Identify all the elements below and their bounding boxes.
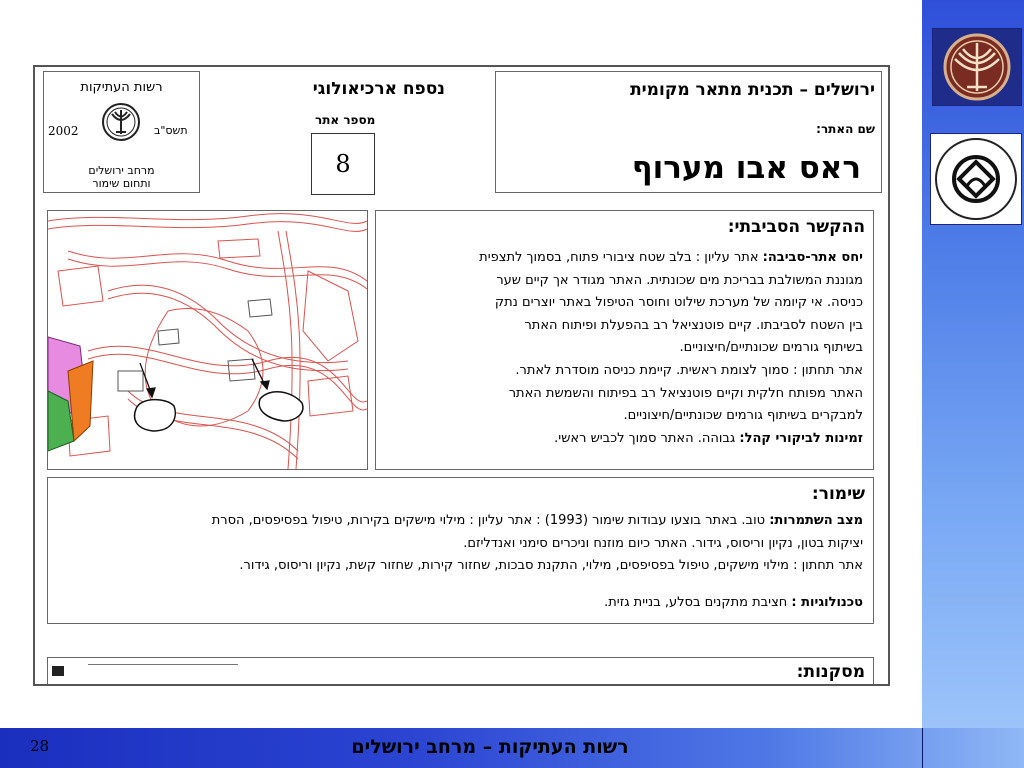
preservation-section: [47, 477, 874, 624]
context-heading: ההקשר הסביבתי:: [727, 217, 865, 237]
site-name-label: שם האתר:: [816, 122, 875, 136]
context-line2: מגוננת המשולבת בבריכת מים שכונתית. האתר מגודר אך קיים שער: [496, 272, 863, 288]
page-number: 28: [30, 737, 50, 755]
context-section: [375, 210, 874, 470]
footer-title: רשות העתיקות – מרחב ירושלים: [351, 736, 629, 758]
site-map: [47, 210, 368, 470]
footer-bar: [0, 728, 1024, 768]
preservation-paragraph: [56, 510, 863, 614]
authority-name: רשות העתיקות: [80, 80, 163, 95]
site-name: ראס אבו מערוף: [631, 150, 861, 186]
iaa-logo: [932, 28, 1022, 106]
hebrew-year: תשס"ב: [154, 124, 188, 137]
annex-header: [245, 71, 445, 191]
site-map-drawing: [48, 211, 367, 469]
context-line8: למבקרים בשיתוף גורמים שכונתיים/חיצוניים.: [623, 408, 863, 424]
heritage-logo: [930, 133, 1022, 225]
site-env-label: יחס אתר-סביבה:: [762, 250, 863, 265]
state-line1: טוב. באתר בוצעו עבודות שימור (1993) : אתר עליון : מילוי מישקים בקירות, טיפול בפסיפסים, הסרת: [211, 513, 766, 528]
year: 2002: [48, 124, 79, 138]
context-line5: בשיתוף גורמים שכונתיים/חיצוניים.: [679, 340, 863, 356]
region-line2: ותחום שימור: [92, 177, 151, 190]
context-line4: בין השטח לסביבתו. קיים פוטנציאל רב בהפעלת ופיתוח האתר: [524, 317, 863, 333]
plan-header: [495, 71, 882, 193]
conclusions-section: [47, 657, 874, 686]
world-heritage-icon: [931, 134, 1021, 224]
context-line6: אתר תחתון : סמוך לצומת ראשית. קיימת כניסה מוסדרת לאתר.: [515, 362, 863, 378]
region-text: [44, 164, 199, 190]
context-line7: האתר מפותח חלקית וקיים פוטנציאל רב בפיתוח והשמשת האתר: [508, 385, 863, 401]
access-text: גבוהה. האתר סמוך לכביש ראשי.: [554, 430, 736, 446]
side-strip: [922, 0, 1024, 728]
conclusions-heading: מסקנות:: [796, 662, 865, 682]
state-line3: אתר תחתון : מילוי מישקים, טיפול בפסיפסים, מילוי, התקנת סבכות, שחזור קירות, שחזור קשת, נקיון וריסוס, גידור.: [239, 558, 863, 574]
document-scan: [33, 65, 890, 686]
region-line1: מרחב ירושלים: [88, 164, 155, 177]
annex-title: נספח ארכיאולוגי: [312, 79, 445, 99]
site-number: 8: [311, 133, 375, 195]
state-line2: יציקות בטון, נקיון וריסוס, גידור. האתר כיום מוזנח וניכרים סימני ואנדליזם.: [463, 535, 863, 551]
site-number-label: מספר אתר: [315, 113, 376, 127]
context-line3: כניסה. אי קיומה של מערכת שילוט וחוסר הטיפול באתר יוצרים נתק: [494, 295, 863, 311]
tech-text: חציבת מתקנים בסלע, בניית גזית.: [604, 594, 788, 610]
state-label: מצב השתמרות:: [769, 513, 863, 528]
preservation-heading: שימור:: [811, 484, 865, 504]
access-label: זמינות לביקורי קהל:: [739, 430, 863, 446]
context-line1: אתר עליון : בלב שטח ציבורי פתוח, בסמוך לתצפית: [479, 250, 759, 265]
footer-divider: [922, 728, 923, 768]
plan-title: ירושלים – תכנית מתאר מקומית: [630, 80, 875, 100]
authority-box: [43, 71, 200, 193]
legend-swatch: [52, 666, 64, 676]
context-paragraph: [384, 247, 863, 450]
menorah-emblem-icon: [101, 102, 141, 146]
tech-label: טכנולוגיות :: [791, 594, 863, 610]
menorah-emblem-icon: [933, 29, 1021, 105]
legend-line: [88, 664, 238, 665]
